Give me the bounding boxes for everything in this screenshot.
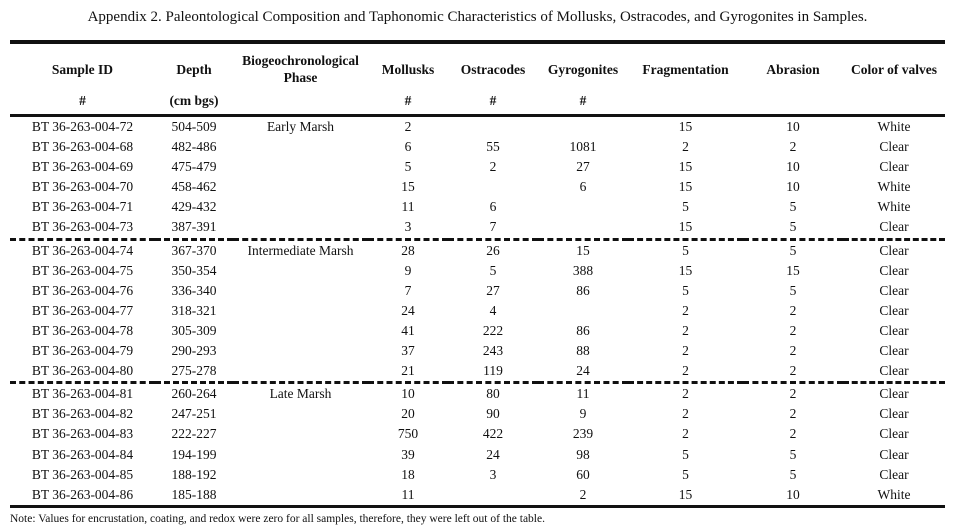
table-cell-color-of-valves: Clear — [879, 262, 909, 278]
table-cell-fragmentation: 2 — [682, 343, 689, 359]
table-cell-ostracodes — [448, 177, 538, 197]
table-cell-color-of-valves: Clear — [879, 406, 909, 422]
table-cell-sample-id: BT 36-263-004-71 — [31, 199, 134, 215]
table-cell-phase — [233, 485, 368, 507]
table-cell-abrasion: 2 — [789, 406, 797, 422]
table-cell-gyrogonites: 239 — [572, 426, 594, 442]
table-cell-abrasion: 5 — [789, 282, 797, 298]
table-cell-gyrogonites: 86 — [576, 282, 590, 298]
table-cell-depth: 336-340 — [171, 282, 217, 298]
table-cell-mollusks: 3 — [404, 219, 412, 235]
table-cell-abrasion: 5 — [743, 239, 843, 261]
table-cell-ostracodes: 24 — [486, 446, 500, 462]
table-cell-color-of-valves: Clear — [879, 219, 909, 235]
table-cell-ostracodes: 55 — [486, 139, 500, 155]
table-body — [10, 116, 945, 507]
table-cell-sample-id: BT 36-263-004-77 — [31, 302, 134, 318]
table-cell-mollusks: 20 — [401, 406, 415, 422]
table-cell-abrasion: 10 — [786, 486, 800, 502]
table-cell-sample-id: BT 36-263-004-85 — [31, 466, 134, 482]
table-cell-mollusks: 37 — [401, 343, 415, 359]
table-cell-color-of-valves: Clear — [879, 302, 909, 318]
table-cell-sample-id: BT 36-263-004-80 — [31, 363, 134, 379]
column-subheader-ostracodes: # — [448, 90, 538, 116]
table-row — [10, 157, 945, 177]
table-cell-depth: 367-370 — [155, 239, 233, 261]
table-cell-phase — [233, 301, 368, 321]
table-cell-color-of-valves: Clear — [879, 363, 909, 379]
table-cell-mollusks: 24 — [401, 302, 415, 318]
column-header-sample-id: Sample ID — [51, 61, 114, 77]
table-cell-sample-id: BT 36-263-004-73 — [31, 219, 134, 235]
table-cell-phase — [233, 341, 368, 361]
table-cell-sample-id: BT 36-263-004-72 — [31, 119, 134, 134]
table-cell-mollusks: 11 — [401, 199, 415, 215]
table-cell-ostracodes: 4 — [489, 302, 497, 318]
table-cell-color-of-valves: Clear — [879, 466, 909, 482]
table-cell-depth: 185-188 — [171, 486, 217, 502]
table-cell-gyrogonites: 86 — [576, 322, 590, 338]
table-cell-abrasion: 15 — [786, 262, 800, 278]
table-cell-fragmentation: 2 — [682, 139, 689, 155]
table-cell-mollusks: 18 — [401, 466, 415, 482]
table-cell-depth: 387-391 — [171, 219, 217, 235]
table-cell-fragmentation: 2 — [682, 363, 689, 379]
table-cell-phase — [233, 404, 368, 424]
table-row — [10, 485, 945, 507]
table-cell-depth: 260-264 — [155, 383, 233, 405]
table-cell-depth: 290-293 — [171, 343, 217, 359]
table-cell-depth: 318-321 — [171, 302, 217, 318]
table-cell-gyrogonites: 98 — [576, 446, 590, 462]
table-cell-abrasion: 2 — [743, 383, 843, 405]
table-row — [10, 445, 945, 465]
table-cell-mollusks: 21 — [401, 363, 415, 379]
table-cell-abrasion: 2 — [789, 363, 797, 379]
table-cell-depth: 247-251 — [171, 406, 217, 422]
column-header-mollusks: Mollusks — [381, 61, 435, 77]
table-row — [10, 465, 945, 485]
table-cell-fragmentation: 2 — [682, 406, 689, 422]
table-cell-fragmentation: 2 — [682, 302, 689, 318]
table-cell-sample-id: BT 36-263-004-81 — [10, 383, 155, 405]
table-row — [10, 217, 945, 239]
table-cell-color-of-valves: Clear — [879, 159, 909, 175]
table-cell-sample-id: BT 36-263-004-76 — [31, 282, 134, 298]
table-cell-fragmentation: 5 — [682, 282, 689, 298]
table-cell-phase — [233, 261, 368, 281]
column-subheader-sample-id: # — [10, 90, 155, 116]
table-row — [10, 404, 945, 424]
table-cell-sample-id: BT 36-263-004-68 — [31, 139, 134, 155]
table-cell-mollusks: 11 — [401, 486, 415, 502]
table-cell-abrasion: 10 — [786, 119, 800, 134]
table-cell-fragmentation: 2 — [682, 322, 689, 338]
table-cell-phase — [233, 157, 368, 177]
table-cell-depth: 429-432 — [171, 199, 217, 215]
table-cell-color-of-valves: Clear — [879, 446, 909, 462]
table-cell-sample-id: BT 36-263-004-69 — [31, 159, 134, 175]
table-cell-sample-id: BT 36-263-004-84 — [31, 446, 134, 462]
table-header — [10, 42, 945, 116]
table-cell-color-of-valves: Clear — [879, 322, 909, 338]
column-subheader-abrasion — [743, 90, 843, 116]
table-cell-ostracodes: 6 — [489, 199, 497, 215]
table-cell-abrasion: 5 — [789, 199, 797, 215]
table-cell-gyrogonites: 6 — [579, 179, 587, 195]
table-cell-fragmentation: 2 — [682, 426, 689, 442]
table-cell-mollusks: 15 — [401, 179, 415, 195]
table-cell-mollusks: 5 — [404, 159, 412, 175]
column-subheader-phase — [233, 90, 368, 116]
table-cell-ostracodes: 2 — [489, 159, 497, 175]
table-cell-gyrogonites — [538, 197, 628, 217]
table-cell-color-of-valves: Clear — [843, 239, 945, 261]
table-cell-color-of-valves: White — [877, 199, 911, 215]
table-cell-fragmentation: 15 — [678, 179, 693, 195]
table-row — [10, 281, 945, 301]
column-header-phase: Biogeochronological Phase — [242, 53, 359, 85]
table-cell-abrasion: 2 — [789, 426, 797, 442]
table-cell-gyrogonites — [538, 116, 628, 138]
table-row — [10, 361, 945, 383]
table-cell-sample-id: BT 36-263-004-83 — [31, 426, 134, 442]
table-row — [10, 424, 945, 444]
table-cell-mollusks: 39 — [401, 446, 415, 462]
table-cell-ostracodes: 222 — [482, 322, 504, 338]
table-cell-depth: 482-486 — [171, 139, 217, 155]
column-header-abrasion: Abrasion — [766, 61, 820, 77]
column-subheader-fragmentation — [628, 90, 743, 116]
table-cell-abrasion: 10 — [786, 179, 800, 195]
table-cell-abrasion: 5 — [789, 466, 797, 482]
header-row-labels — [10, 42, 945, 90]
table-cell-sample-id: BT 36-263-004-86 — [31, 486, 134, 502]
table-cell-gyrogonites: 9 — [579, 406, 587, 422]
table-cell-gyrogonites: 88 — [576, 343, 590, 359]
table-row — [10, 261, 945, 281]
table-cell-fragmentation: 5 — [682, 199, 689, 215]
table-cell-phase — [233, 217, 368, 239]
table-cell-depth: 275-278 — [171, 363, 217, 379]
table-cell-depth: 305-309 — [171, 322, 217, 338]
table-row — [10, 341, 945, 361]
table-cell-fragmentation: 15 — [678, 159, 693, 175]
table-cell-sample-id: BT 36-263-004-74 — [10, 239, 155, 261]
column-header-fragmentation: Fragmentation — [642, 61, 729, 77]
column-subheader-gyrogonites: # — [538, 90, 628, 116]
table-cell-gyrogonites: 11 — [538, 383, 628, 405]
table-row — [10, 321, 945, 341]
table-cell-abrasion: 10 — [786, 159, 800, 175]
table-cell-mollusks: 2 — [404, 119, 412, 134]
table-row — [10, 197, 945, 217]
table-cell-mollusks: 750 — [397, 426, 419, 442]
table-cell-mollusks: 41 — [401, 322, 415, 338]
table-cell-ostracodes: 26 — [448, 239, 538, 261]
table-cell-abrasion: 5 — [789, 446, 797, 462]
table-cell-color-of-valves: Clear — [879, 426, 909, 442]
table-cell-ostracodes: 422 — [482, 426, 504, 442]
table-cell-fragmentation: 15 — [678, 119, 693, 134]
table-note: Note: Values for encrustation, coating, and redox were zero for all samples, therefore, they were left out of the table. — [10, 512, 545, 525]
table-cell-phase — [233, 281, 368, 301]
table-cell-depth: 194-199 — [171, 446, 217, 462]
table-cell-fragmentation: 2 — [628, 383, 743, 405]
table-cell-ostracodes: 5 — [489, 262, 497, 278]
table-cell-abrasion: 2 — [789, 139, 797, 155]
table-row — [10, 177, 945, 197]
table-cell-phase: Intermediate Marsh — [233, 239, 368, 261]
table-cell-phase — [233, 197, 368, 217]
table-cell-color-of-valves: Clear — [879, 343, 909, 359]
table-cell-gyrogonites: 27 — [576, 159, 590, 175]
table-cell-fragmentation: 15 — [678, 219, 693, 235]
table-row — [10, 383, 945, 405]
table-cell-gyrogonites: 2 — [579, 486, 587, 502]
table-cell-sample-id: BT 36-263-004-79 — [31, 343, 134, 359]
table-cell-phase — [233, 321, 368, 341]
table-cell-color-of-valves: Clear — [843, 383, 945, 405]
table-cell-mollusks: 6 — [404, 139, 412, 155]
table-cell-color-of-valves: White — [877, 486, 911, 502]
table-cell-phase: Early Marsh — [266, 119, 335, 134]
table-row — [10, 137, 945, 157]
table-row — [10, 239, 945, 261]
table-cell-phase — [233, 445, 368, 465]
table-cell-ostracodes: 3 — [489, 466, 497, 482]
header-row-units — [10, 90, 945, 116]
table-cell-color-of-valves: White — [877, 119, 911, 134]
table-cell-gyrogonites — [538, 301, 628, 321]
table-cell-ostracodes: 119 — [483, 363, 503, 379]
appendix-table — [10, 40, 945, 508]
table-cell-gyrogonites: 15 — [538, 239, 628, 261]
table-cell-sample-id: BT 36-263-004-82 — [31, 406, 134, 422]
table-cell-sample-id: BT 36-263-004-70 — [31, 179, 134, 195]
table-cell-phase: Late Marsh — [233, 383, 368, 405]
table-cell-ostracodes: 90 — [486, 406, 500, 422]
table-cell-phase — [233, 465, 368, 485]
table-cell-sample-id: BT 36-263-004-75 — [31, 262, 134, 278]
column-subheader-color-of-valves — [843, 90, 945, 116]
table-cell-ostracodes — [448, 485, 538, 507]
table-cell-mollusks: 9 — [404, 262, 412, 278]
table-cell-mollusks: 10 — [368, 383, 448, 405]
column-header-color-of-valves: Color of valves — [851, 61, 937, 77]
table-cell-phase — [233, 361, 368, 383]
table-cell-fragmentation: 5 — [682, 466, 689, 482]
table-cell-color-of-valves: Clear — [879, 282, 909, 298]
table-cell-fragmentation: 15 — [678, 262, 693, 278]
column-subheader-depth: (cm bgs) — [155, 90, 233, 116]
table-cell-gyrogonites: 388 — [572, 262, 594, 278]
table-caption: Appendix 2. Paleontological Composition and Taphonomic Characteristics of Mollusks, Ostracodes, and Gyrogonites in Samples. — [87, 9, 868, 25]
table-row — [10, 116, 945, 138]
table-cell-color-of-valves: Clear — [879, 139, 909, 155]
table-cell-depth: 458-462 — [171, 179, 217, 195]
column-header-depth: Depth — [176, 61, 212, 77]
table-cell-abrasion: 2 — [789, 302, 797, 318]
table-cell-gyrogonites: 24 — [576, 363, 590, 379]
column-header-gyrogonites: Gyrogonites — [547, 61, 619, 77]
table-cell-sample-id: BT 36-263-004-78 — [31, 322, 134, 338]
table-cell-depth: 504-509 — [171, 119, 217, 134]
table-cell-fragmentation: 5 — [628, 239, 743, 261]
table-cell-fragmentation: 15 — [678, 486, 693, 502]
table-cell-gyrogonites — [538, 217, 628, 239]
table-cell-phase — [233, 137, 368, 157]
column-header-ostracodes: Ostracodes — [460, 61, 526, 77]
table-cell-mollusks: 7 — [404, 282, 412, 298]
table-cell-ostracodes: 80 — [448, 383, 538, 405]
table-cell-abrasion: 2 — [789, 343, 797, 359]
table-cell-phase — [233, 424, 368, 444]
column-subheader-mollusks: # — [368, 90, 448, 116]
table-cell-abrasion: 5 — [789, 219, 797, 235]
table-row — [10, 301, 945, 321]
table-cell-depth: 475-479 — [171, 159, 217, 175]
table-cell-mollusks: 28 — [368, 239, 448, 261]
table-cell-fragmentation: 5 — [682, 446, 689, 462]
table-cell-depth: 188-192 — [171, 466, 217, 482]
table-cell-gyrogonites: 1081 — [569, 139, 597, 155]
table-cell-ostracodes — [448, 116, 538, 138]
table-cell-gyrogonites: 60 — [576, 466, 590, 482]
table-cell-ostracodes: 243 — [482, 343, 504, 359]
table-cell-color-of-valves: White — [877, 179, 911, 195]
table-cell-depth: 222-227 — [171, 426, 217, 442]
table-cell-phase — [233, 177, 368, 197]
table-cell-abrasion: 2 — [789, 322, 797, 338]
table-cell-depth: 350-354 — [171, 262, 217, 278]
table-cell-ostracodes: 7 — [489, 219, 497, 235]
table-cell-ostracodes: 27 — [486, 282, 500, 298]
